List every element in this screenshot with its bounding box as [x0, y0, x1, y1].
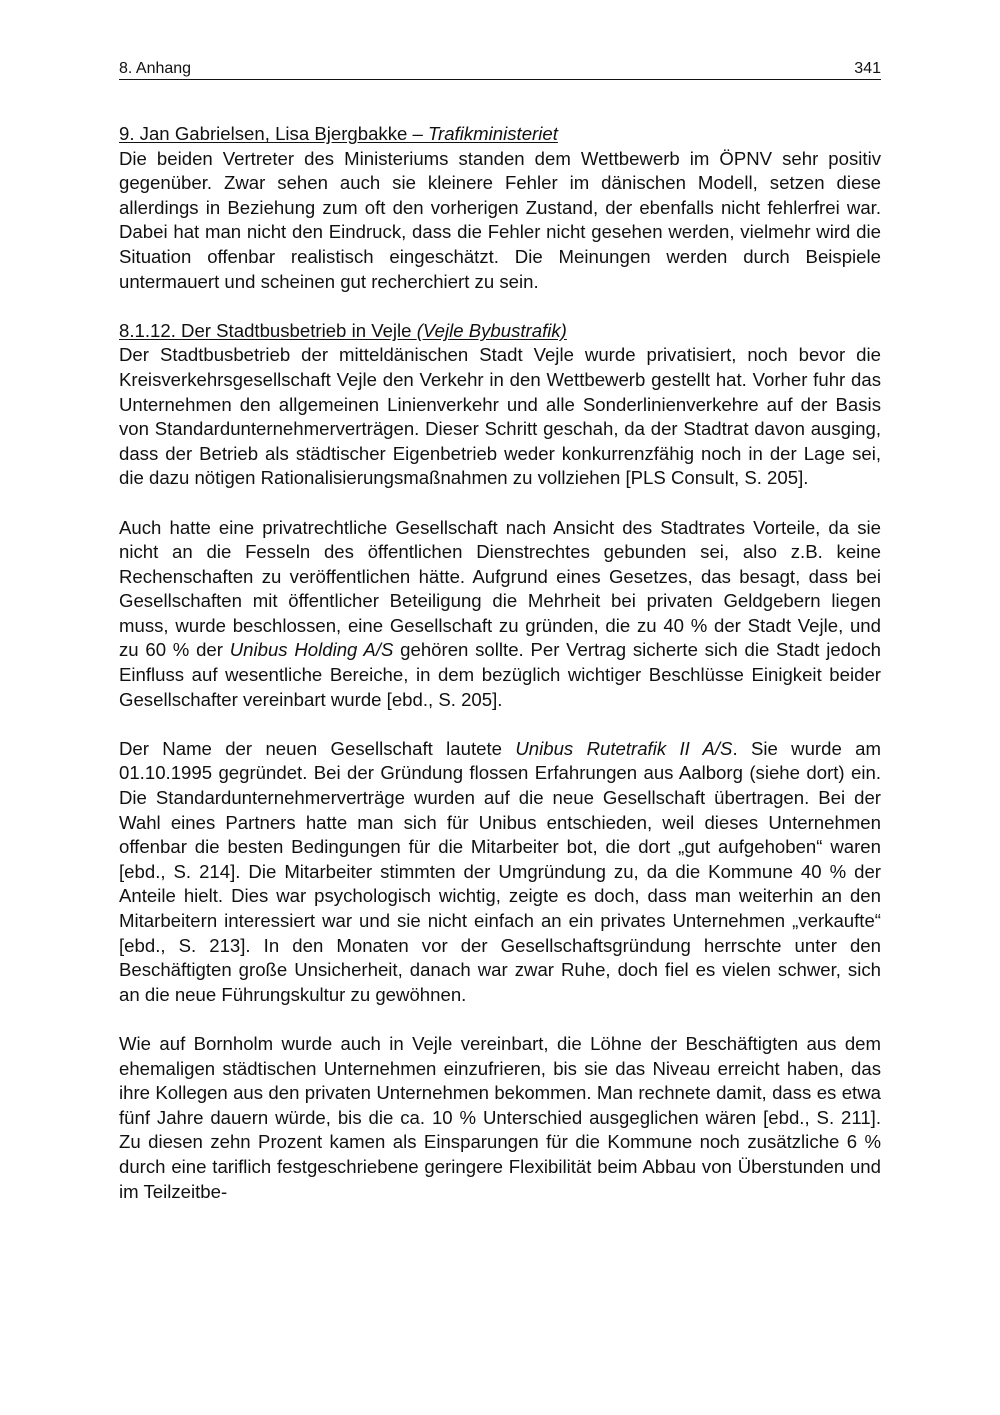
paragraph-3-part-2: . Sie wurde am 01.10.1995 gegründet. Bei der Gründung flossen Erfahrungen aus Aalborg (siehe dort) ein. Die Standardunternehmerverträge wurden auf die neue Gesellschaft übertragen. Bei der Wahl eines Partners hatte man sich für Unibus entschieden, weil dieses Unternehmen offenbar die besten Bedingungen für die Mitarbeiter bot, die dort „gut aufgehoben“ waren [ebd., S. 214]. Die Mitarbeiter stimmten der Umgründung zu, da die Kommune 40 % der Anteile hielt. Dies war psychologisch wichtig, zeigte es doch, dass man weiterhin an den Mitarbeitern interessiert war und sie nicht einfach an ein privates Unternehmen „verkaufte“ [ebd., S. 213]. In den Monaten vor der Gesellschaftsgründung herrschte unter den Beschäftigten große Unsicherheit, danach war zwar Ruhe, doch fiel es vielen schwer, sich an die neue Führungskultur zu gewöhnen.	[119, 737, 881, 1005]
paragraph-2-company-name: Unibus Holding A/S	[229, 639, 394, 661]
paragraph-2-part-1: Auch hatte eine privatrechtliche Gesellschaft nach Ansicht des Stadtrates Vorteile, da sie nicht an die Fesseln des öffentlichen Dienstrechtes gebunden sei, also z.B. keine Rechenschaften zu veröffentlichen hätte. Aufgrund eines Gesetzes, das besagt, dass bei Gesellschaften mit öffentlicher Beteiligung die Mehrheit bei privaten Geldgebern liegen muss, wurde beschlossen, eine Gesellschaft zu gründen, die zu 40 % der Stadt Vejle, und zu 60 % der	[119, 516, 881, 661]
section-heading-9-text: 9. Jan Gabrielsen, Lisa Bjergbakke –	[119, 123, 429, 144]
paragraph-2-part-2: gehören sollte. Per Vertrag sicherte sich die Stadt jedoch Einfluss auf wesentliche Bereiche, in dem bezüglich wichtiger Beschlüsse Einigkeit beider Gesellschafter vereinbart wurde [ebd., S. 205].	[119, 639, 881, 710]
paragraph-3	[119, 737, 881, 1008]
chapter-title: 8. Anhang	[119, 60, 192, 77]
section-heading-8-1-12-italic: (Vejle Bybustrafik)	[416, 319, 567, 341]
section-9-paragraph: Die beiden Vertreter des Ministeriums standen dem Wettbewerb im ÖPNV sehr positiv gegenüber. Zwar sehen auch sie kleinere Fehler im dänischen Modell, setzen diese allerdings in Beziehung zum oft den vorherigen Zustand, der ebenfalls nicht fehlerfrei war. Dabei hat man nicht den Eindruck, dass die Fehler nicht gesehen werden, vielmehr wird die Situation offenbar realistisch eingeschätzt. Die Meinungen werden durch Beispiele untermauert und scheinen gut recherchiert zu sein.	[119, 147, 881, 292]
paragraph-3-part-1: Der Name der neuen Gesellschaft lautete	[119, 737, 516, 759]
section-heading-8-1-12-text: 8.1.12. Der Stadtbusbetrieb in Vejle	[119, 319, 417, 341]
paragraph-4: Wie auf Bornholm wurde auch in Vejle vereinbart, die Löhne der Beschäftigten aus dem ehemaligen städtischen Unternehmen einzufrieren, bis sie das Niveau erreicht haben, das ihre Kollegen aus den privaten Unternehmen bekommen. Man rechnete damit, dass es etwa fünf Jahre dauern würde, bis die ca. 10 % Unterschied ausgeglichen wären [ebd., S. 211]. Zu diesen zehn Prozent kamen als Einsparungen für die Kommune noch zusätzliche 6 % durch eine tariflich festgeschriebene geringere Flexibilität beim Abbau von Überstunden und im Teilzeitbe-	[119, 1032, 881, 1202]
running-header	[119, 60, 881, 80]
section-heading-8-1-12	[119, 319, 881, 344]
page-content	[119, 122, 881, 1204]
section-heading-9-italic: Trafikministeriet	[428, 123, 558, 144]
page-number: 341	[854, 60, 881, 77]
document-page	[119, 60, 881, 1204]
paragraph-2	[119, 516, 881, 713]
section-heading-9	[119, 122, 881, 147]
paragraph-1: Der Stadtbusbetrieb der mitteldänischen Stadt Vejle wurde privatisiert, noch bevor die Kreisverkehrsgesellschaft Vejle den Verkehr in den Wettbewerb gestellt hat. Vorher fuhr das Unternehmen den allgemeinen Linienverkehr und alle Sonderlinienverkehre auf der Basis von Standardunternehmerverträgen. Dieser Schritt geschah, da der Stadtrat davon ausging, dass der Betrieb als städtischer Eigenbetrieb weder konkurrenzfähig noch in der Lage sei, die dazu nötigen Rationalisierungsmaßnahmen zu vollziehen [PLS Consult, S. 205].	[119, 344, 881, 489]
paragraph-3-company-name: Unibus Rutetrafik II A/S	[515, 737, 733, 759]
